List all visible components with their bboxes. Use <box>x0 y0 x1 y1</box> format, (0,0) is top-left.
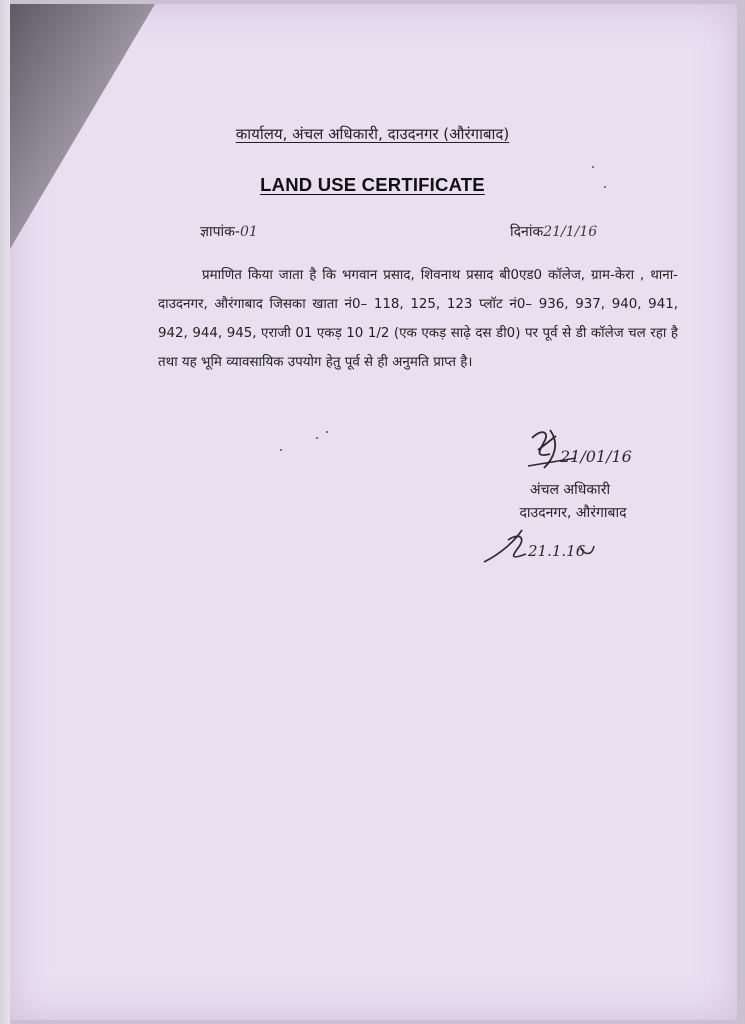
office-heading: कार्यालय, अंचल अधिकारी, दाउदनगर (औरंगाबाद) <box>235 125 510 143</box>
reference-number: ज्ञापांक-01 <box>200 224 258 240</box>
officer-designation: अंचल अधिकारी <box>529 482 611 498</box>
officer-place: दाउदनगर, औरंगाबाद <box>519 505 627 521</box>
page-title: LAND USE CERTIFICATE <box>260 174 485 195</box>
scan-speck <box>592 166 594 168</box>
scan-speck <box>326 431 328 433</box>
initials-date: 21.1.16 <box>528 542 586 560</box>
initials-signature <box>480 520 620 570</box>
reference-number-value: 01 <box>239 224 258 240</box>
certificate-body: प्रमाणित किया जाता है कि भगवान प्रसाद, शिवनाथ प्रसाद बी0एड0 कॉलेज, ग्राम-केरा , थाना-दाउदनगर, औरंगाबाद जिसका खाता नं0– 118, 125, 123 प्लॉट नं0– 936, 937, 940, 941, 942, 944, 945, एराजी 01 एकड़ 10 1/2 (एक एकड़ साढ़े दस डी0) पर पूर्व से डी कॉलेज चल रहा है तथा यह भूमि व्यावसायिक उपयोग हेतु पूर्व से ही अनुमति प्राप्त है। <box>158 268 678 370</box>
scan-speck <box>280 449 282 451</box>
issue-date-value: 21/1/16 <box>543 224 598 240</box>
scan-speck <box>316 437 318 439</box>
issue-date: दिनांक21/1/16 <box>510 224 598 240</box>
officer-signature <box>520 424 650 474</box>
signature-date: 21/01/16 <box>560 447 632 466</box>
scan-edge <box>0 0 10 1024</box>
